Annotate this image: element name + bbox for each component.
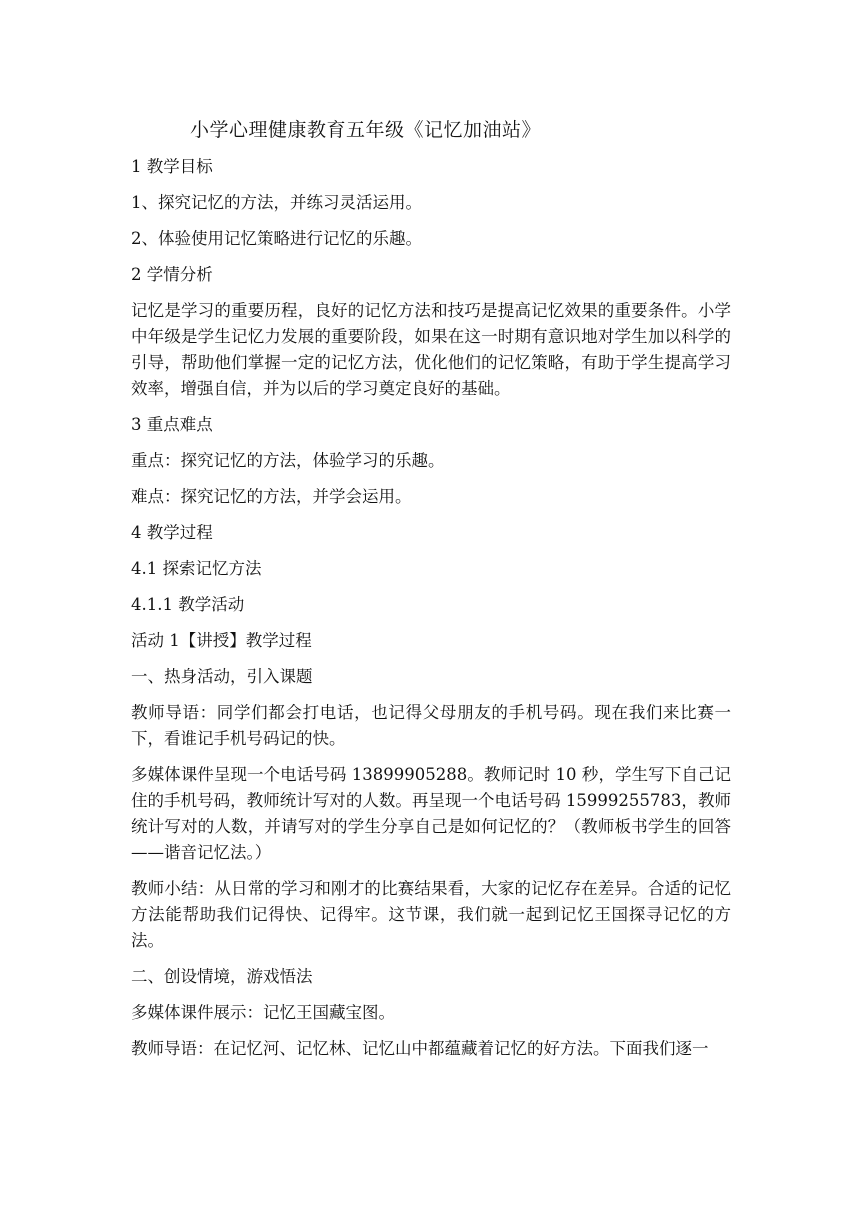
key-point-difficulty: 难点：探究记忆的方法，并学会运用。 — [131, 487, 412, 506]
heading-learner-analysis: 2 学情分析 — [131, 265, 213, 284]
section-warmup-heading: 一、热身活动，引入课题 — [131, 667, 313, 686]
subheading-explore-methods: 4.1 探索记忆方法 — [131, 559, 262, 578]
heading-key-points: 3 重点难点 — [131, 415, 213, 434]
document-body — [131, 154, 731, 1072]
heading-teaching-process: 4 教学过程 — [131, 523, 213, 542]
activity-1-heading: 活动 1【讲授】教学过程 — [131, 631, 312, 650]
multimedia-treasure-map-paragraph: 多媒体课件展示：记忆王国藏宝图。 — [131, 1003, 395, 1022]
key-point-focus: 重点：探究记忆的方法，体验学习的乐趣。 — [131, 451, 445, 470]
multimedia-phone-paragraph: 多媒体课件呈现一个电话号码 13899905288。教师记时 10 秒，学生写下自己记住的手机号码，教师统计写对的人数。再呈现一个电话号码 15999255783，教师统计写对的人数，并请写对的学生分享自己是如何记忆的？（教师板书学生的回答——谐音记忆法。） — [131, 765, 731, 862]
objective-item-2: 2、体验使用记忆策略进行记忆的乐趣。 — [131, 229, 422, 248]
teacher-intro-paragraph: 教师导语：同学们都会打电话，也记得父母朋友的手机号码。现在我们来比赛一下，看谁记手机号码记的快。 — [131, 703, 731, 748]
teacher-guide-paragraph: 教师导语：在记忆河、记忆林、记忆山中都蕴藏着记忆的好方法。下面我们逐一 — [131, 1039, 709, 1058]
document-title: 小学心理健康教育五年级《记忆加油站》 — [190, 119, 542, 141]
subheading-teaching-activities: 4.1.1 教学活动 — [131, 595, 245, 614]
section-scenario-heading: 二、创设情境，游戏悟法 — [131, 967, 313, 986]
objective-item-1: 1、探究记忆的方法，并练习灵活运用。 — [131, 193, 422, 212]
learner-analysis-paragraph: 记忆是学习的重要历程，良好的记忆方法和技巧是提高记忆效果的重要条件。小学中年级是学生记忆力发展的重要阶段，如果在这一时期有意识地对学生加以科学的引导，帮助他们掌握一定的记忆方法，优化他们的记忆策略，有助于学生提高学习效率，增强自信，并为以后的学习奠定良好的基础。 — [131, 301, 731, 398]
teacher-summary-paragraph: 教师小结：从日常的学习和刚才的比赛结果看，大家的记忆存在差异。合适的记忆方法能帮助我们记得快、记得牢。这节课，我们就一起到记忆王国探寻记忆的方法。 — [131, 879, 731, 950]
heading-teaching-objectives: 1 教学目标 — [131, 157, 213, 176]
